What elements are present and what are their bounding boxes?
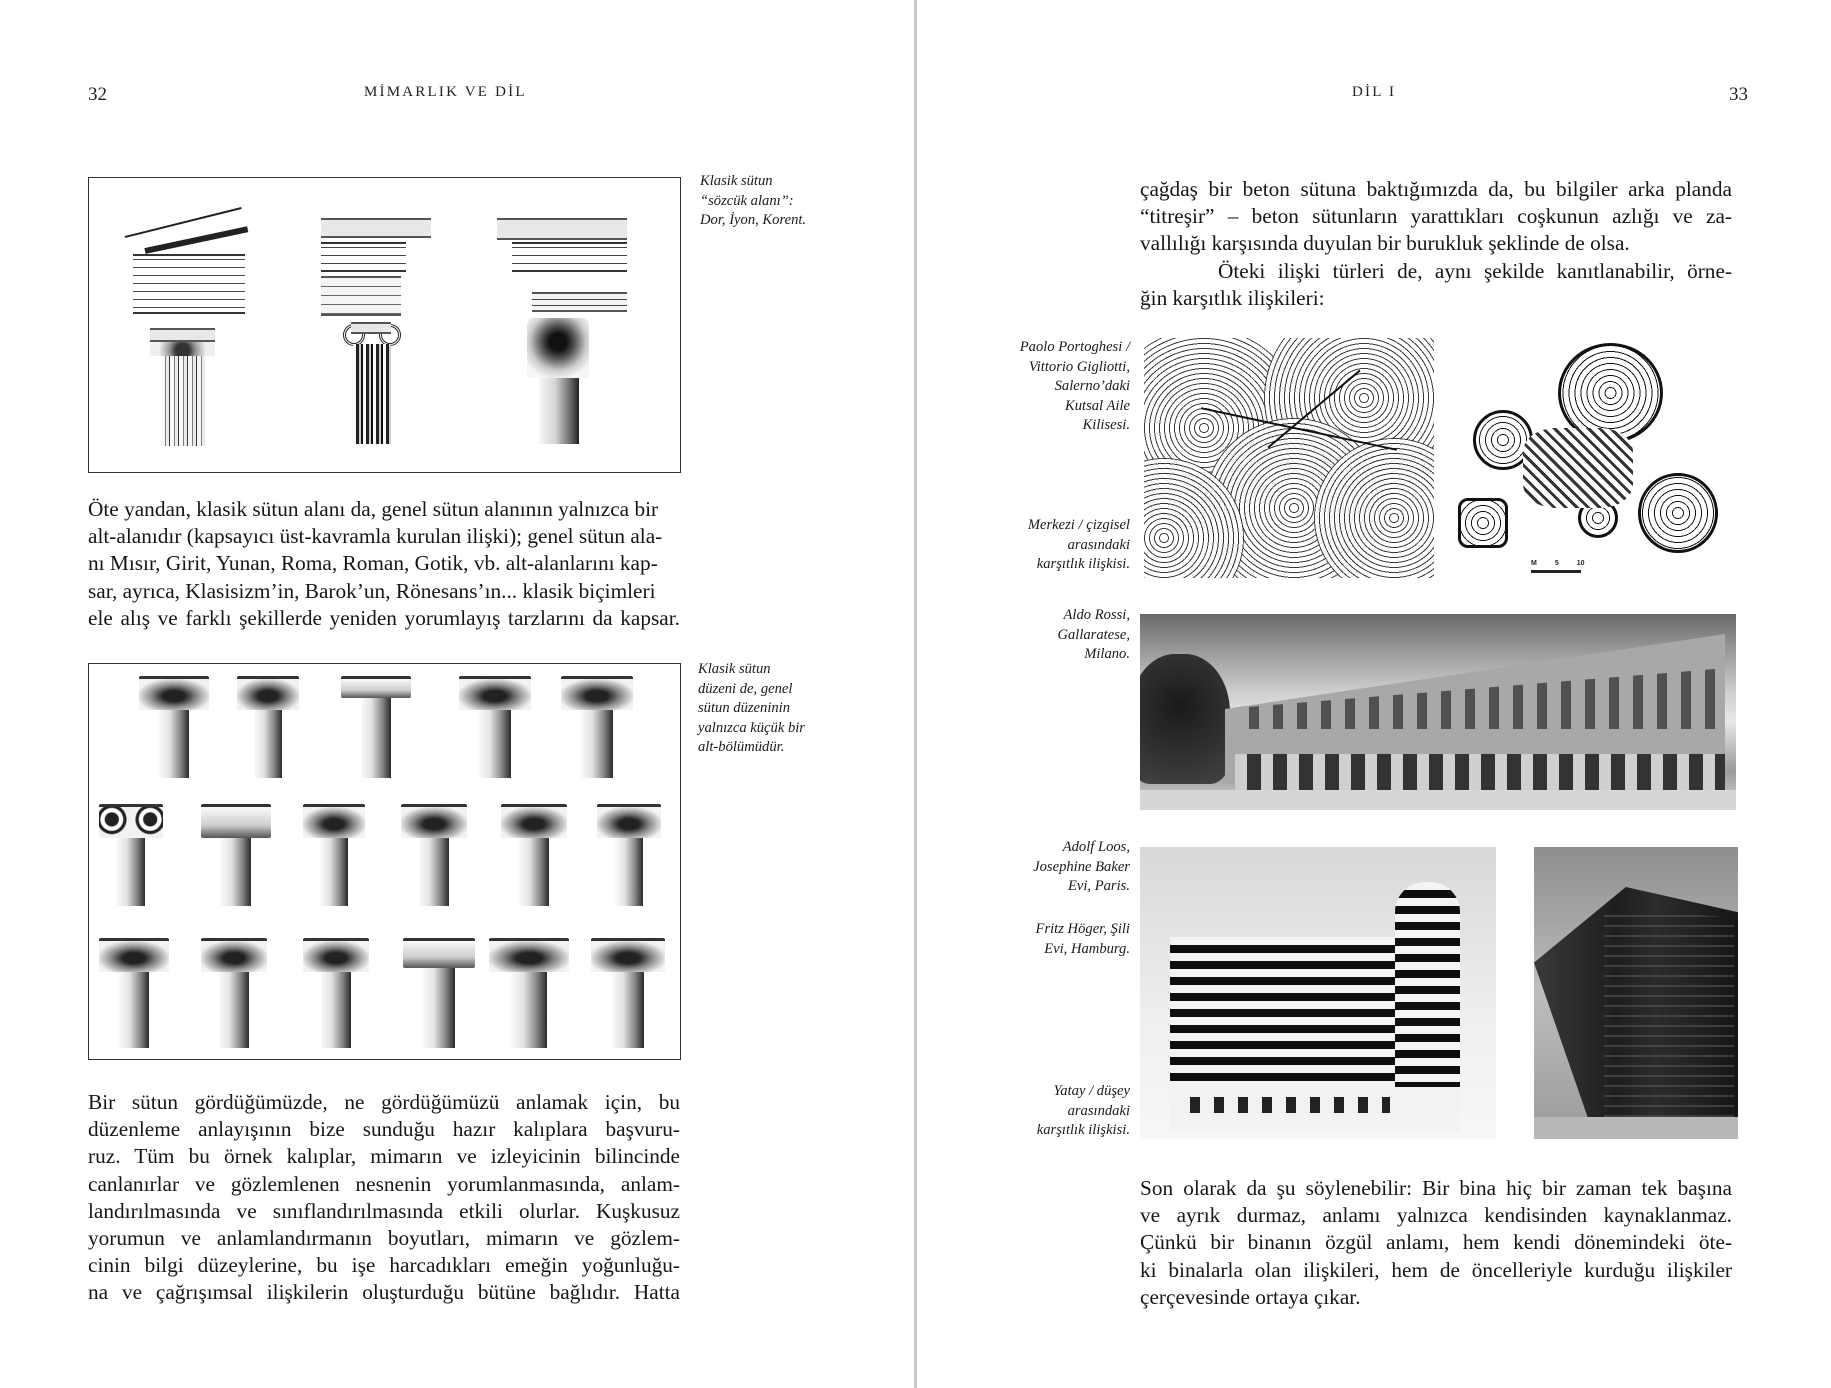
- text-line: Öteki ilişki türleri de, aynı şekilde kanıtlanabilir, örne-: [1218, 259, 1732, 283]
- column-capital-drawing: [489, 938, 569, 1048]
- column-capital-drawing: [501, 804, 567, 906]
- figure-4-caption: [980, 606, 1130, 665]
- doric-order-drawing: [125, 218, 245, 458]
- text-line: landırılmasında ve sınıflandırılmasında etkili olurlar. Kuşkusuz: [88, 1198, 680, 1223]
- caption-line: Evi, Paris.: [1067, 878, 1130, 894]
- paragraph-left-1: [88, 496, 680, 632]
- caption-line: Aldo Rossi,: [1063, 607, 1130, 623]
- caption-line: “sözcük alanı”:: [700, 192, 794, 209]
- paragraph-right-2: [1140, 258, 1732, 312]
- text-line: Öte yandan, klasik sütun alanı da, genel sütun alanının yalnızca bir: [88, 497, 659, 521]
- caption-line: Kilisesi.: [1082, 417, 1130, 433]
- chilehaus-photo: [1534, 847, 1738, 1139]
- caption-line: Adolf Loos,: [1062, 839, 1130, 855]
- caption-line: arasındaki: [1067, 536, 1130, 553]
- column-capital-drawing: [401, 804, 467, 906]
- caption-line: Klasik sütun: [700, 173, 773, 189]
- text-line: Son olarak da şu söylenebilir: Bir bina hiç bir zaman tek başına: [1140, 1176, 1732, 1200]
- caption-line: Salerno’daki: [1054, 378, 1130, 394]
- figure-5-caption-c: [980, 1082, 1130, 1141]
- scale-bar: [1531, 560, 1585, 567]
- text-line: ğin karşıtlık ilişkileri:: [1140, 286, 1325, 311]
- caption-line: Kutsal Aile: [1064, 397, 1130, 414]
- column-capital-drawing: [341, 676, 411, 778]
- caption-line: Evi, Hamburg.: [1044, 940, 1130, 957]
- column-capital-drawing: [561, 676, 633, 778]
- text-line: ruz. Tüm bu örnek kalıplar, mimarın ve izleyicinin bilincinde: [88, 1144, 680, 1169]
- column-capital-drawing: [591, 938, 665, 1048]
- text-line: çerçevesinde ortaya çıkar.: [1140, 1284, 1361, 1309]
- figure-2-caption: [698, 660, 805, 758]
- corinthian-order-drawing: [497, 218, 627, 458]
- gallaratese-photo: [1140, 614, 1736, 810]
- page-number-left: 32: [88, 84, 107, 105]
- column-capital-drawing: [139, 676, 209, 778]
- column-capital-drawing: [303, 938, 369, 1048]
- column-capital-drawing: [597, 804, 661, 906]
- running-head-left: MİMARLIK VE DİL: [364, 84, 527, 100]
- column-capital-drawing: [201, 804, 271, 906]
- column-capital-drawing: [459, 676, 531, 778]
- paragraph-right-1: [1140, 176, 1732, 258]
- column-capital-drawing: [403, 938, 475, 1048]
- caption-line: sütun düzeninin: [698, 700, 791, 716]
- text-line: ve ayrık durmaz, anlamı yalnızca kendisinden kaynaklanmaz.: [1140, 1203, 1732, 1228]
- caption-line: karşıtlık ilişkisi.: [1036, 556, 1130, 572]
- column-capital-drawing: [99, 938, 169, 1048]
- figure-3-caption-b: [980, 516, 1130, 575]
- text-line: “titreşir” – beton sütunların yarattıkları coşkunun azlığı ve za-: [1140, 204, 1732, 229]
- text-line: Çünkü bir binanın özgül anlamı, hem kendi dönemindeki öte-: [1140, 1230, 1732, 1255]
- caption-line: Yatay / düşey: [1053, 1083, 1130, 1099]
- caption-line: karşıtlık ilişkisi.: [1036, 1122, 1130, 1138]
- text-line: vallılığı karşısında duyulan bir burukluk şeklinde de olsa.: [1140, 231, 1630, 256]
- caption-line: Josephine Baker: [1033, 858, 1130, 875]
- text-line: alt-alanıdır (kapsayıcı üst-kavramla kurulan ilişki); genel sütun ala-: [88, 524, 663, 549]
- text-line: cinin bilgi düzeylerine, bu işe harcadıkları emeğin yoğunluğu-: [88, 1253, 680, 1278]
- column-capital-drawing: [303, 804, 365, 906]
- text-line: na ve çağrışımsal ilişkilerin oluşturduğu bütüne bağlıdır. Hatta: [88, 1280, 680, 1305]
- text-line: Bir sütun gördüğümüzde, ne gördüğümüzü anlamak için, bu: [88, 1090, 680, 1114]
- caption-line: yalnızca küçük bir: [698, 719, 805, 736]
- paragraph-right-3: [1140, 1175, 1732, 1311]
- right-page: [918, 0, 1831, 1388]
- caption-line: Milano.: [1084, 646, 1130, 662]
- column-capital-drawing: [237, 676, 299, 778]
- caption-line: arasındaki: [1067, 1102, 1130, 1119]
- figure-3-caption-a: [980, 338, 1130, 436]
- text-line: çağdaş bir beton sütuna baktığımızda da, bu bilgiler arka planda: [1140, 177, 1732, 201]
- column-capital-drawing: [99, 804, 163, 906]
- ionic-order-drawing: [321, 218, 431, 458]
- text-line: canlanırlar ve gözlemlenen nesnenin yorumlanmasında, anlam-: [88, 1171, 680, 1196]
- scale-label: 10: [1576, 560, 1585, 567]
- caption-line: Paolo Portoghesi /: [1019, 339, 1130, 355]
- text-line: ki binalarla olan ilişkileri, hem de öncelleriyle kurduğu ilişkiler: [1140, 1257, 1732, 1282]
- josephine-baker-house-photo: [1140, 847, 1496, 1139]
- caption-line: alt-bölümüdür.: [698, 739, 785, 755]
- left-page: [0, 0, 915, 1388]
- caption-line: Fritz Höger, Şili: [1035, 921, 1130, 937]
- figure-column-variations: [88, 663, 681, 1060]
- text-line: nı Mısır, Girit, Yunan, Roma, Roman, Gotik, vb. alt-alanlarını kap-: [88, 551, 658, 576]
- scale-label: M: [1531, 560, 1537, 567]
- portoghesi-concentric-plan: [1144, 338, 1434, 578]
- caption-line: Klasik sütun: [698, 661, 771, 677]
- text-line: düzenleme anlayışının bize sunduğu hazır kalıplara başvuru-: [88, 1117, 680, 1142]
- column-capital-drawing: [201, 938, 267, 1048]
- caption-line: Gallaratese,: [1057, 626, 1130, 643]
- scale-label: 5: [1554, 560, 1559, 567]
- figure-classical-orders: [88, 177, 681, 473]
- church-floor-plan: [1453, 338, 1728, 588]
- caption-line: Vittorio Gigliotti,: [1028, 358, 1130, 375]
- text-line: ele alış ve farklı şekillerde yeniden yorumlayış tarzlarını da kapsar.: [88, 605, 680, 630]
- text-line: sar, ayrıca, Klasisizm’in, Barok’un, Rönesans’ın... klasik biçimleri: [88, 578, 656, 603]
- figure-5-caption-b: [980, 920, 1130, 959]
- caption-line: Dor, İyon, Korent.: [700, 212, 807, 228]
- book-gutter: [914, 0, 917, 1388]
- text-line: yorumun ve anlamlandırmanın boyutları, mimarın ve gözlem-: [88, 1226, 680, 1251]
- running-head-right: DİL I: [1352, 84, 1397, 100]
- figure-1-caption: [700, 172, 806, 231]
- caption-line: düzeni de, genel: [698, 680, 793, 697]
- page-number-right: 33: [1729, 84, 1748, 105]
- paragraph-left-2: [88, 1089, 680, 1307]
- caption-line: Merkezi / çizgisel: [1027, 517, 1130, 533]
- figure-5-caption-a: [980, 838, 1130, 897]
